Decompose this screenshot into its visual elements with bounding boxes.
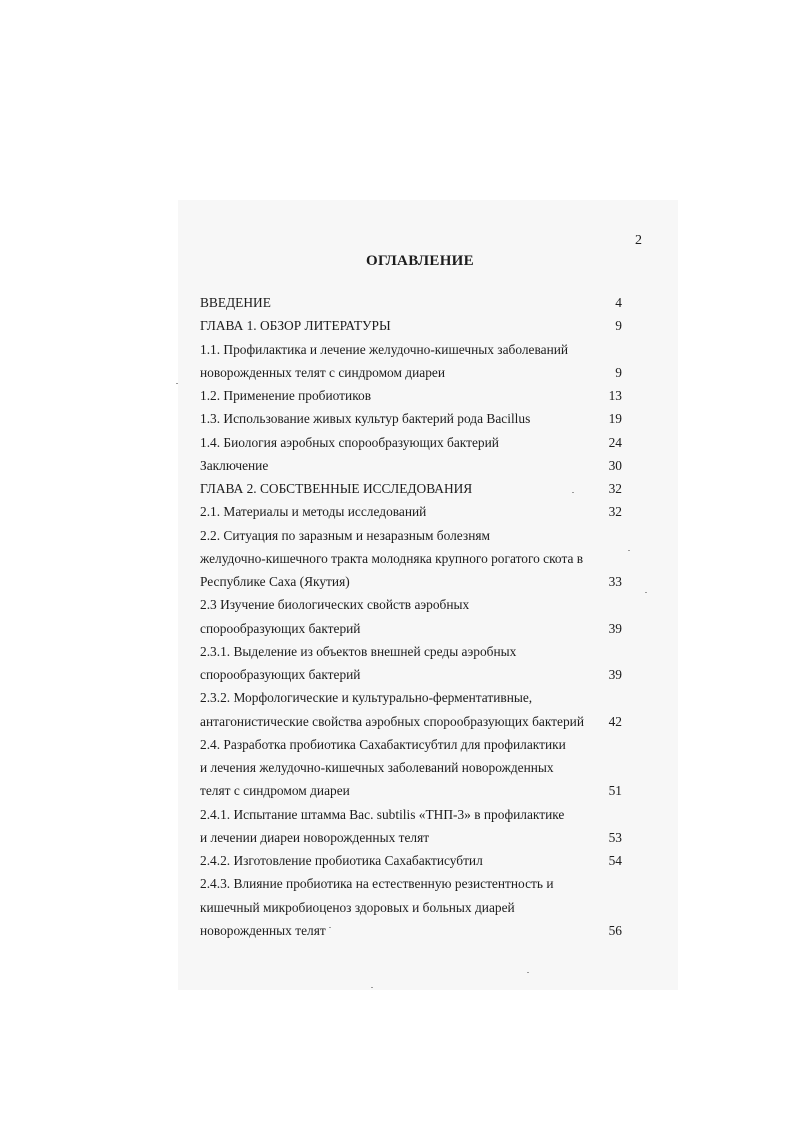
toc-entry-text: ГЛАВА 2. СОБСТВЕННЫЕ ИССЛЕДОВАНИЯ (200, 481, 473, 496)
toc-entry-page: 30 (608, 458, 622, 473)
toc-entry-page: 39 (608, 667, 622, 682)
toc-entry-text: 1.4. Биология аэробных спорообразующих бактерий (200, 435, 499, 450)
page-number: 2 (635, 233, 642, 248)
toc-entry-text: новорожденных телят (200, 923, 326, 938)
toc-entry-text: 2.3.1. Выделение из объектов внешней среды аэробных (200, 644, 517, 659)
toc-entry-text: 1.3. Использование живых культур бактерий рода Bacillus (200, 411, 531, 426)
toc-entry-text: и лечении диареи новорожденных телят (200, 830, 430, 845)
scan-speck (176, 383, 178, 384)
toc-entry-page: 33 (608, 574, 622, 589)
toc-entry-page: 24 (608, 435, 622, 450)
toc-entry-text: и лечения желудочно-кишечных заболеваний новорожденных (200, 760, 554, 775)
scan-speck (329, 927, 331, 928)
scan-speck (572, 492, 574, 493)
toc-entry-text: 2.4.1. Испытание штамма Вас. subtilis «ТНП-3» в профилактике (200, 807, 565, 822)
toc-title: ОГЛАВЛЕНИЕ (366, 253, 474, 269)
toc-entry-text: 2.4.2. Изготовление пробиотика Сахабактисубтил (200, 853, 483, 868)
scan-speck (628, 550, 630, 551)
toc-entry-page: 42 (608, 714, 622, 729)
toc-entry-text: 1.2. Применение пробиотиков (200, 388, 372, 403)
toc-entry-page: 32 (608, 504, 622, 519)
toc-entry-text: ГЛАВА 1. ОБЗОР ЛИТЕРАТУРЫ (200, 318, 391, 333)
toc-entry-text: 2.1. Материалы и методы исследований (200, 504, 427, 519)
toc-entry-page: 32 (608, 481, 622, 496)
toc-entry-text: телят с синдромом диареи (200, 783, 350, 798)
toc-entry-text: Заключение (200, 458, 269, 473)
scan-speck (645, 592, 647, 593)
toc-entry-text: спорообразующих бактерий (200, 667, 361, 682)
toc-entry-page: 56 (608, 923, 622, 938)
toc-entry-page: 51 (608, 783, 622, 798)
toc-entry-text: 2.4. Разработка пробиотика Сахабактисубтил для профилактики (200, 737, 566, 752)
toc-entry-page: 39 (608, 621, 622, 636)
toc-entry-text: ВВЕДЕНИЕ (200, 295, 271, 310)
toc-entry-text: 2.4.3. Влияние пробиотика на естественную резистентность и (200, 876, 554, 891)
toc-entry-text: 2.2. Ситуация по заразным и незаразным болезням (200, 528, 491, 543)
scan-speck (371, 987, 373, 988)
scan-speck (527, 972, 529, 973)
toc-entry-text: Республике Саха (Якутия) (200, 574, 350, 589)
toc-entry-text: антагонистические свойства аэробных спорообразующих бактерий (200, 714, 584, 729)
toc-entry-page: 4 (615, 295, 622, 310)
toc-entry-page: 9 (615, 365, 622, 380)
toc-entry-text: кишечный микробиоценоз здоровых и больных диарей (200, 900, 515, 915)
toc-entry-page: 9 (615, 318, 622, 333)
toc-entry-page: 54 (608, 853, 622, 868)
toc-entry-text: 2.3 Изучение биологических свойств аэробных (200, 597, 470, 612)
toc-entry-text: 1.1. Профилактика и лечение желудочно-кишечных заболеваний (200, 342, 569, 357)
toc-entry-page: 53 (608, 830, 622, 845)
toc-entry-text: 2.3.2. Морфологические и культурально-ферментативные, (200, 690, 533, 705)
toc-entry-text: новорожденных телят с синдромом диареи (200, 365, 446, 380)
toc-entry-page: 19 (608, 411, 622, 426)
toc-entry-text: спорообразующих бактерий (200, 621, 361, 636)
toc-entry-text: желудочно-кишечного тракта молодняка крупного рогатого скота в (200, 551, 584, 566)
toc-entry-page: 13 (608, 388, 622, 403)
